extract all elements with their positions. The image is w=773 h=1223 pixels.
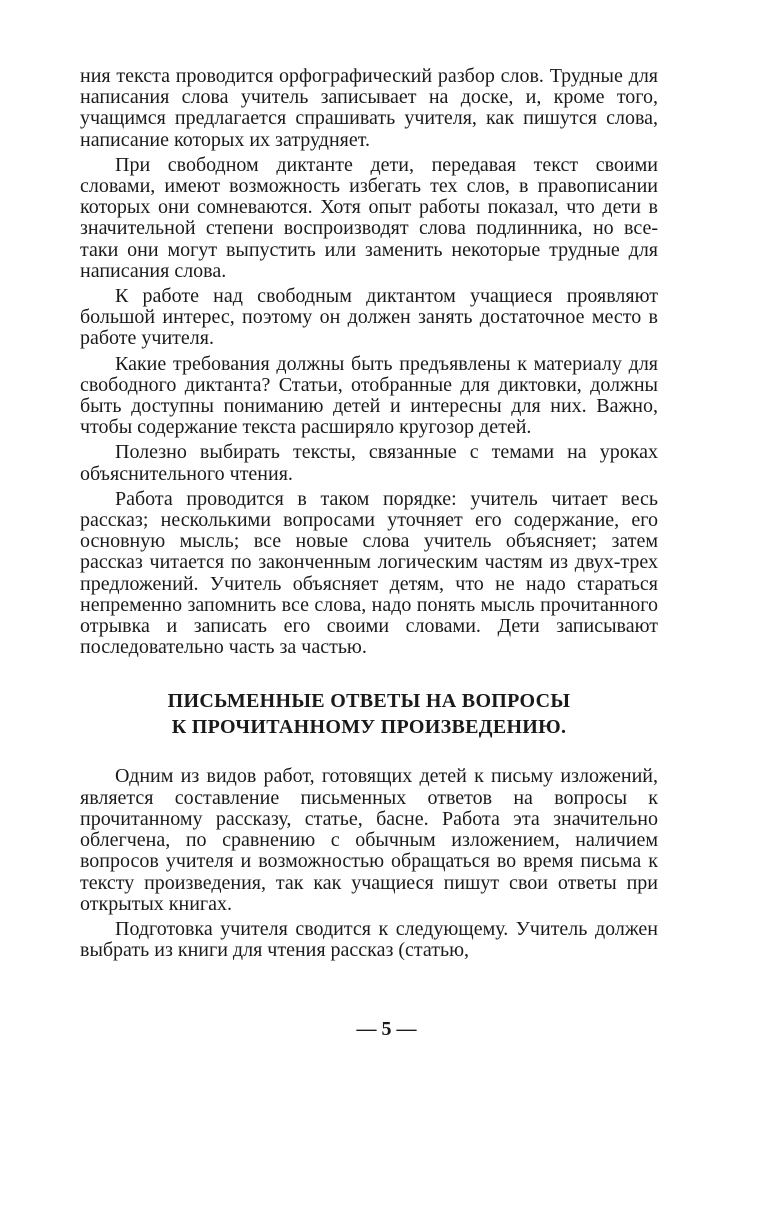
paragraph-written-answers: Одним из видов работ, готовящих детей к письму изложений, является составление письменных ответов на вопросы к прочитанному рассказу, статье, басне. Работа эта значительно облегчена, по сравнению с обычным изложением, наличием вопросов учителя и возможностью обращаться во время письма к тексту произведения, так как учащиеся пишут свои ответы при открытых книгах. bbox=[80, 765, 658, 915]
paragraph-continuation: ния текста проводится орфографический разбор слов. Трудные для написания слова учитель записывает на доске, и, кроме того, учащимся предлагается спрашивать учителя, как пишутся слова, написание которых их затрудняет. bbox=[80, 65, 658, 151]
paragraph-interest: К работе над свободным диктантом учащиеся проявляют большой интерес, поэтому он должен занять достаточное место в работе учителя. bbox=[80, 285, 658, 350]
paragraph-free-dictation: При свободном диктанте дети, передавая текст своими словами, имеют возможность избегать тех слов, в правописании которых они сомневаются. Хотя опыт работы показал, что дети в значительной степени воспроизводят слова подлинника, но все-таки они могут выпустить или заменить некоторые трудные для написания слова. bbox=[80, 153, 658, 282]
section-heading bbox=[80, 688, 658, 740]
paragraph-procedure: Работа проводится в таком порядке: учитель читает весь рассказ; несколькими вопросами уточняет его содержание, его основную мысль; все новые слова учитель объясняет; затем рассказ читается по законченным логическим частям из двух-трех предложений. Учитель объясняет детям, что не надо стараться непременно запомнить все слова, надо понять мысль прочитанного отрывка и записать его своими словами. Дети записывают последовательно часть за частью. bbox=[80, 487, 658, 659]
paragraph-text-choice: Полезно выбирать тексты, связанные с темами на уроках объяснительного чтения. bbox=[80, 441, 658, 485]
page-body bbox=[80, 66, 658, 965]
paragraph-requirements: Какие требования должны быть предъявлены к материалу для свободного диктанта? Статьи, отобранные для диктовки, должны быть доступны пониманию детей и интересны для них. Важно, чтобы содержание текста расширяло кругозор детей. bbox=[80, 352, 658, 439]
section-heading-line-2: К ПРОЧИТАННОМУ ПРОИЗВЕДЕНИЮ. bbox=[171, 716, 567, 739]
section-heading-line-1: ПИСЬМЕННЫЕ ОТВЕТЫ НА ВОПРОСЫ bbox=[167, 690, 571, 713]
page-number: — 5 — bbox=[356, 1018, 417, 1040]
paragraph-preparation: Подготовка учителя сводится к следующему. Учитель должен выбрать из книги для чтения рассказ (статью, bbox=[80, 917, 658, 962]
